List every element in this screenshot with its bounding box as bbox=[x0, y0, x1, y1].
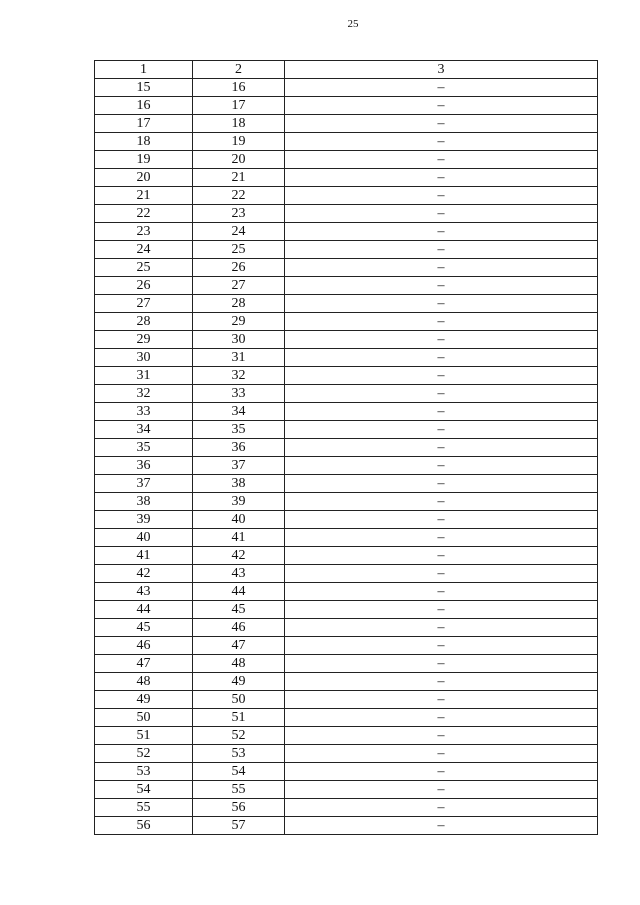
table-cell-col-2: 30 bbox=[193, 331, 285, 349]
table-row bbox=[95, 817, 598, 835]
table-cell-col-3: – bbox=[285, 367, 598, 385]
table-body bbox=[95, 79, 598, 835]
table-row bbox=[95, 583, 598, 601]
table-cell-col-1: 36 bbox=[95, 457, 193, 475]
table-cell-col-2: 39 bbox=[193, 493, 285, 511]
table-cell-col-3: – bbox=[285, 331, 598, 349]
table-cell-col-2: 20 bbox=[193, 151, 285, 169]
table-cell-col-1: 25 bbox=[95, 259, 193, 277]
table-cell-col-3: – bbox=[285, 565, 598, 583]
table-cell-col-2: 46 bbox=[193, 619, 285, 637]
table-cell-col-2: 47 bbox=[193, 637, 285, 655]
table-row bbox=[95, 187, 598, 205]
table-cell-col-2: 44 bbox=[193, 583, 285, 601]
table-cell-col-2: 51 bbox=[193, 709, 285, 727]
table-cell-col-2: 26 bbox=[193, 259, 285, 277]
table-row bbox=[95, 151, 598, 169]
table-row bbox=[95, 421, 598, 439]
table-row bbox=[95, 709, 598, 727]
table-row bbox=[95, 133, 598, 151]
table-cell-col-2: 40 bbox=[193, 511, 285, 529]
table-cell-col-3: – bbox=[285, 637, 598, 655]
table-row bbox=[95, 763, 598, 781]
table-cell-col-3: – bbox=[285, 79, 598, 97]
table-row bbox=[95, 115, 598, 133]
table-cell-col-1: 54 bbox=[95, 781, 193, 799]
table-row bbox=[95, 781, 598, 799]
table-cell-col-1: 56 bbox=[95, 817, 193, 835]
table-cell-col-2: 31 bbox=[193, 349, 285, 367]
table-cell-col-1: 31 bbox=[95, 367, 193, 385]
table-cell-col-2: 48 bbox=[193, 655, 285, 673]
table-row bbox=[95, 205, 598, 223]
table-cell-col-2: 43 bbox=[193, 565, 285, 583]
table-cell-col-2: 28 bbox=[193, 295, 285, 313]
table-cell-col-2: 22 bbox=[193, 187, 285, 205]
table-cell-col-3: – bbox=[285, 313, 598, 331]
table-row bbox=[95, 637, 598, 655]
table-cell-col-1: 52 bbox=[95, 745, 193, 763]
table-cell-col-3: – bbox=[285, 601, 598, 619]
table-row bbox=[95, 529, 598, 547]
table-row bbox=[95, 259, 598, 277]
table-cell-col-1: 45 bbox=[95, 619, 193, 637]
table-cell-col-3: – bbox=[285, 727, 598, 745]
table-cell-col-1: 33 bbox=[95, 403, 193, 421]
table-cell-col-2: 38 bbox=[193, 475, 285, 493]
table-cell-col-1: 26 bbox=[95, 277, 193, 295]
table-cell-col-3: – bbox=[285, 763, 598, 781]
table-cell-col-2: 45 bbox=[193, 601, 285, 619]
table-row bbox=[95, 277, 598, 295]
table-row bbox=[95, 295, 598, 313]
table-cell-col-3: – bbox=[285, 583, 598, 601]
table-cell-col-3: – bbox=[285, 97, 598, 115]
table-cell-col-1: 23 bbox=[95, 223, 193, 241]
table-cell-col-1: 46 bbox=[95, 637, 193, 655]
table-row bbox=[95, 223, 598, 241]
table-cell-col-2: 16 bbox=[193, 79, 285, 97]
table-cell-col-1: 16 bbox=[95, 97, 193, 115]
table-cell-col-2: 57 bbox=[193, 817, 285, 835]
table-row bbox=[95, 493, 598, 511]
table-row bbox=[95, 655, 598, 673]
table-cell-col-2: 33 bbox=[193, 385, 285, 403]
table-cell-col-2: 17 bbox=[193, 97, 285, 115]
table-row bbox=[95, 673, 598, 691]
table-cell-col-3: – bbox=[285, 817, 598, 835]
table-cell-col-1: 44 bbox=[95, 601, 193, 619]
table-cell-col-3: – bbox=[285, 475, 598, 493]
table-cell-col-1: 18 bbox=[95, 133, 193, 151]
table-cell-col-1: 51 bbox=[95, 727, 193, 745]
table-cell-col-1: 48 bbox=[95, 673, 193, 691]
table-cell-col-2: 18 bbox=[193, 115, 285, 133]
table-cell-col-3: – bbox=[285, 187, 598, 205]
table-cell-col-3: – bbox=[285, 673, 598, 691]
table-row bbox=[95, 313, 598, 331]
table-cell-col-3: – bbox=[285, 547, 598, 565]
table-row bbox=[95, 547, 598, 565]
table-row bbox=[95, 169, 598, 187]
table-cell-col-1: 41 bbox=[95, 547, 193, 565]
table-cell-col-1: 17 bbox=[95, 115, 193, 133]
column-header-1: 1 bbox=[95, 61, 193, 79]
table-cell-col-3: – bbox=[285, 259, 598, 277]
table-cell-col-2: 42 bbox=[193, 547, 285, 565]
table-row bbox=[95, 619, 598, 637]
table-cell-col-1: 21 bbox=[95, 187, 193, 205]
table-cell-col-2: 34 bbox=[193, 403, 285, 421]
table-row bbox=[95, 511, 598, 529]
table-row bbox=[95, 403, 598, 421]
table-cell-col-3: – bbox=[285, 349, 598, 367]
table-cell-col-3: – bbox=[285, 457, 598, 475]
table-cell-col-1: 30 bbox=[95, 349, 193, 367]
table-cell-col-1: 15 bbox=[95, 79, 193, 97]
table-row bbox=[95, 727, 598, 745]
page-number: 25 bbox=[347, 18, 359, 30]
table-cell-col-2: 19 bbox=[193, 133, 285, 151]
table-cell-col-1: 22 bbox=[95, 205, 193, 223]
table-row bbox=[95, 745, 598, 763]
table-cell-col-2: 56 bbox=[193, 799, 285, 817]
table-cell-col-2: 54 bbox=[193, 763, 285, 781]
table-cell-col-3: – bbox=[285, 493, 598, 511]
table-cell-col-2: 27 bbox=[193, 277, 285, 295]
table-row bbox=[95, 457, 598, 475]
table-cell-col-2: 24 bbox=[193, 223, 285, 241]
table-cell-col-1: 42 bbox=[95, 565, 193, 583]
table-cell-col-2: 50 bbox=[193, 691, 285, 709]
table-row bbox=[95, 691, 598, 709]
table-cell-col-1: 55 bbox=[95, 799, 193, 817]
table-cell-col-2: 49 bbox=[193, 673, 285, 691]
table-cell-col-1: 27 bbox=[95, 295, 193, 313]
table-cell-col-3: – bbox=[285, 385, 598, 403]
table-cell-col-3: – bbox=[285, 799, 598, 817]
table-cell-col-3: – bbox=[285, 403, 598, 421]
table-cell-col-2: 53 bbox=[193, 745, 285, 763]
table-row bbox=[95, 79, 598, 97]
table-cell-col-3: – bbox=[285, 745, 598, 763]
table-cell-col-2: 52 bbox=[193, 727, 285, 745]
table-cell-col-1: 28 bbox=[95, 313, 193, 331]
table-cell-col-2: 35 bbox=[193, 421, 285, 439]
table-cell-col-1: 40 bbox=[95, 529, 193, 547]
table-cell-col-2: 32 bbox=[193, 367, 285, 385]
table-row bbox=[95, 97, 598, 115]
table-row bbox=[95, 241, 598, 259]
table-row bbox=[95, 565, 598, 583]
table-row bbox=[95, 367, 598, 385]
table-cell-col-2: 55 bbox=[193, 781, 285, 799]
table-cell-col-1: 37 bbox=[95, 475, 193, 493]
table-cell-col-1: 20 bbox=[95, 169, 193, 187]
table-cell-col-3: – bbox=[285, 133, 598, 151]
table-header-row bbox=[95, 61, 598, 79]
table-cell-col-2: 23 bbox=[193, 205, 285, 223]
table-row bbox=[95, 331, 598, 349]
table-row bbox=[95, 385, 598, 403]
table-cell-col-1: 49 bbox=[95, 691, 193, 709]
table-cell-col-3: – bbox=[285, 223, 598, 241]
table-cell-col-3: – bbox=[285, 169, 598, 187]
table-row bbox=[95, 799, 598, 817]
table-cell-col-3: – bbox=[285, 115, 598, 133]
table-cell-col-1: 32 bbox=[95, 385, 193, 403]
table-cell-col-1: 35 bbox=[95, 439, 193, 457]
table-cell-col-3: – bbox=[285, 295, 598, 313]
data-table bbox=[94, 60, 598, 835]
table-cell-col-3: – bbox=[285, 781, 598, 799]
table-cell-col-3: – bbox=[285, 421, 598, 439]
table-cell-col-2: 25 bbox=[193, 241, 285, 259]
table-cell-col-1: 47 bbox=[95, 655, 193, 673]
table-cell-col-3: – bbox=[285, 151, 598, 169]
table-cell-col-1: 24 bbox=[95, 241, 193, 259]
table-cell-col-3: – bbox=[285, 205, 598, 223]
table-cell-col-3: – bbox=[285, 241, 598, 259]
table-cell-col-3: – bbox=[285, 277, 598, 295]
table-row bbox=[95, 349, 598, 367]
table-cell-col-3: – bbox=[285, 529, 598, 547]
table-cell-col-1: 38 bbox=[95, 493, 193, 511]
table-cell-col-1: 39 bbox=[95, 511, 193, 529]
table-cell-col-3: – bbox=[285, 709, 598, 727]
table-cell-col-3: – bbox=[285, 439, 598, 457]
column-header-3: 3 bbox=[285, 61, 598, 79]
table-cell-col-1: 50 bbox=[95, 709, 193, 727]
table-cell-col-2: 41 bbox=[193, 529, 285, 547]
table-cell-col-2: 29 bbox=[193, 313, 285, 331]
table-cell-col-1: 29 bbox=[95, 331, 193, 349]
table-cell-col-3: – bbox=[285, 691, 598, 709]
table-row bbox=[95, 475, 598, 493]
table-cell-col-3: – bbox=[285, 511, 598, 529]
table-cell-col-1: 53 bbox=[95, 763, 193, 781]
table-cell-col-1: 19 bbox=[95, 151, 193, 169]
table-cell-col-2: 21 bbox=[193, 169, 285, 187]
column-header-2: 2 bbox=[193, 61, 285, 79]
table-cell-col-3: – bbox=[285, 619, 598, 637]
table-row bbox=[95, 601, 598, 619]
table-cell-col-1: 43 bbox=[95, 583, 193, 601]
table-cell-col-2: 36 bbox=[193, 439, 285, 457]
table-row bbox=[95, 439, 598, 457]
table-cell-col-1: 34 bbox=[95, 421, 193, 439]
table-cell-col-2: 37 bbox=[193, 457, 285, 475]
table-cell-col-3: – bbox=[285, 655, 598, 673]
